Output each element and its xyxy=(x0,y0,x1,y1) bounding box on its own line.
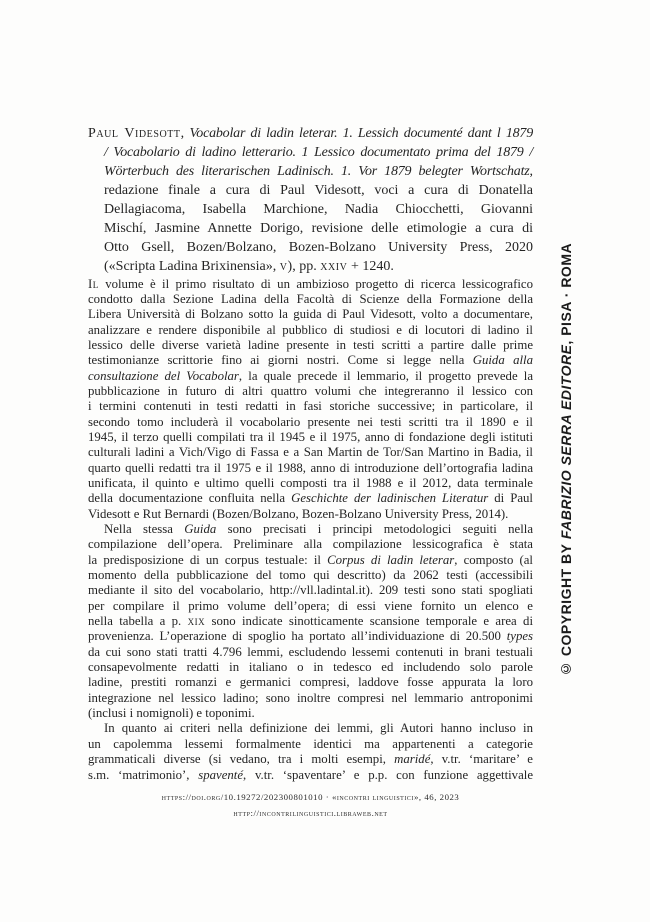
text-run: sono indicate sinotticamente scansione temporale e area di xyxy=(205,614,533,629)
text-run: ), pp. xyxy=(287,259,321,274)
text-run: consapevolmente redatti in italiano o in tedesco ed includendo solo parole xyxy=(88,660,533,675)
text-run: + 1240. xyxy=(347,259,394,274)
italic-text: Guida alla xyxy=(472,353,533,368)
text-line xyxy=(88,277,533,292)
italic-text: Corpus di ladin leterar xyxy=(327,552,455,567)
text-run: Libera Università di Bolzano sotto la guida di Paul Videsott, volto a documentare, xyxy=(88,307,533,322)
text-run: culturali ladini a Vich/Vigo di Fassa e a San Martin de Tor/San Martino in Badia, il xyxy=(88,445,533,460)
text-line xyxy=(88,445,533,460)
text-line xyxy=(88,614,533,629)
text-line xyxy=(88,353,533,368)
text-line xyxy=(88,568,533,583)
small-caps-text: Paul Videsott xyxy=(88,126,181,141)
copyright-publisher: FABRIZIO SERRA EDITORE xyxy=(558,344,574,540)
text-line xyxy=(88,369,533,384)
text-run: , xyxy=(529,164,533,179)
text-line xyxy=(104,162,533,181)
text-run: sono precisati i principi metodologici seguiti nella xyxy=(216,522,534,536)
text-run: («Scripta Ladina Brixinensia», xyxy=(104,259,280,274)
small-caps-text: v xyxy=(279,259,288,274)
review-body xyxy=(88,277,533,783)
copyright-prefix: © COPYRIGHT BY xyxy=(558,543,574,678)
text-run: grammaticali diverse (si vedano, tra i molti esempi, xyxy=(88,752,395,767)
italic-text: / Vocabolario di ladino letterario. 1 Lessico documentato prima del 1879 / xyxy=(104,145,533,160)
text-run: nella tabella a p. xyxy=(88,614,188,629)
text-line xyxy=(104,219,533,238)
text-line xyxy=(88,721,533,736)
text-line xyxy=(88,461,533,476)
text-run: , xyxy=(180,126,190,141)
text-run: provenienza. L’operazione di spoglio ha portato all’individuazione di 20.500 xyxy=(88,629,507,644)
text-line xyxy=(88,522,533,537)
text-run: , la quale precede il lemmario, il progetto prevede la xyxy=(238,368,534,383)
text-line xyxy=(88,384,533,399)
paragraph-3 xyxy=(88,721,533,782)
paragraph-2 xyxy=(88,522,533,721)
text-run: In quanto ai criteri nella definizione dei lemmi, gli Autori hanno incluso in xyxy=(104,721,533,736)
text-run: s.m. ‘matrimonio’, xyxy=(88,767,199,782)
text-run: (inclusi i nomignoli) e toponimi. xyxy=(88,706,255,721)
text-line xyxy=(88,675,533,690)
text-line xyxy=(88,399,533,414)
text-run: unificata, il quinto e ultimo quelli composti tra il 1988 e il 2012, data terminale xyxy=(88,475,533,490)
italic-text: Vocabolar di ladin leterar. 1. Lessich documenté dant l 1879 xyxy=(189,126,533,141)
text-run: volume è il primo risultato di un ambizioso progetto di ricerca lessicografico xyxy=(98,276,533,291)
text-run: compilazione dell’opera. Preliminare alla compilazione lessicografica è stata xyxy=(88,537,533,552)
text-line xyxy=(104,143,533,162)
text-line xyxy=(88,553,533,568)
text-run: un capolemma lessemi formalmente identici ma appartenenti a categorie xyxy=(88,736,533,751)
text-line xyxy=(104,238,533,257)
text-line xyxy=(88,645,533,660)
page-footer xyxy=(88,789,533,821)
text-line xyxy=(88,491,533,506)
text-run: mediante il sito del vocabolario, http://vll.ladintal.it). 209 testi sono stati spogliati xyxy=(88,583,533,598)
text-line xyxy=(88,706,533,721)
text-run: la predisposizione di un corpus testuale: il xyxy=(88,552,328,567)
text-run: Videsott e Rut Bernardi (Bozen/Bolzano, Bozen-Bolzano University Press, 2014). xyxy=(88,506,509,521)
text-line xyxy=(88,660,533,675)
text-run: pubblicazione in futuro di altri quattro volumi che integreranno il lessico con xyxy=(88,383,533,398)
text-line xyxy=(88,737,533,752)
text-line xyxy=(88,476,533,491)
text-run: i termini contenuti in testi redatti in fasi storiche successive; in particolare, il xyxy=(88,399,533,414)
text-run: integrazione nel lessico ladino; sono inoltre compresi nel lemmario antroponimi xyxy=(88,690,533,705)
small-caps-text: Il xyxy=(88,276,99,291)
text-line xyxy=(88,691,533,706)
small-caps-text: xxiv xyxy=(320,259,348,274)
text-run: , v.tr. ‘spaventare’ e p.p. con funzione aggettivale xyxy=(243,767,533,782)
footer-doi-line: https://doi.org/10.19272/202300801010 · «incontri linguistici», 46, 2023 xyxy=(161,792,460,802)
text-line xyxy=(88,507,533,522)
text-line xyxy=(104,181,533,200)
text-run: quarto quelli redatti tra il 1975 e il 1988, anno di introduzione dell’ortografia ladina xyxy=(88,460,533,475)
italic-text: consultazione del Vocabolar xyxy=(88,368,239,383)
italic-text: spaventé xyxy=(198,767,244,782)
bibliographic-entry xyxy=(88,124,533,276)
text-line xyxy=(88,292,533,307)
text-run: , composto (al xyxy=(454,552,533,567)
text-line xyxy=(88,599,533,614)
text-line xyxy=(104,257,533,276)
italic-text: Geschichte der ladinischen Literatur xyxy=(291,491,489,506)
italic-text: maridé xyxy=(394,752,431,767)
text-line xyxy=(88,338,533,353)
text-run: Dellagiacoma, Isabella Marchione, Nadia Chiocchetti, Giovanni xyxy=(104,202,533,217)
text-run: Otto Gsell, Bozen/Bolzano, Bozen-Bolzano University Press, 2020 xyxy=(104,240,533,255)
italic-text: Guida xyxy=(184,522,217,536)
italic-text: types xyxy=(506,629,533,644)
text-line xyxy=(88,323,533,338)
text-run: della documentazione confluita nella xyxy=(88,491,292,506)
text-line xyxy=(88,752,533,767)
text-run: redazione finale a cura di Paul Videsott, voci a cura di Donatella xyxy=(104,183,533,198)
text-line xyxy=(88,629,533,644)
text-run: secondo tomo includerà il vocabolario presente nei testi scritti tra il 1890 e il xyxy=(88,414,533,429)
text-line xyxy=(88,415,533,430)
text-run: Mischí, Jasmine Annette Dorigo, revisione delle etimologie a cura di xyxy=(104,221,533,236)
text-run: condotto dalla Sezione Ladina della Facoltà di Scienze della Formazione della xyxy=(88,291,533,306)
text-run: da cui sono stati tratti 4.796 lemmi, escludendo lessemi contenuti in brani testuali xyxy=(88,644,533,659)
text-run: 1945, il terzo quelli compilati tra il 1945 e il 1975, anno di fondazione degli istituti xyxy=(88,429,533,444)
text-run: Nella stessa xyxy=(104,522,185,536)
text-line xyxy=(88,537,533,552)
text-run: per compilare il primo volume dell’opera; di essi viene fornito un elenco e xyxy=(88,598,533,613)
text-run: di Paul xyxy=(488,491,533,506)
text-line xyxy=(88,583,533,598)
italic-text: Wörterbuch des literarischen Ladinisch. 1. Vor 1879 belegter Wortschatz xyxy=(104,164,530,179)
footer-url: http://incontrilinguistici.libraweb.net xyxy=(233,808,388,818)
copyright-notice xyxy=(557,238,575,682)
text-line xyxy=(88,307,533,322)
text-line xyxy=(88,430,533,445)
text-run: momento della pubblicazione del tomo qui descritto) da 2062 testi (accessibili xyxy=(88,568,533,583)
text-run: , v.tr. ‘maritare’ e xyxy=(430,752,533,767)
copyright-suffix: , PISA · ROMA xyxy=(558,242,574,345)
text-run: analizzare e rendere disponibile al pubblico di studiosi e di locutori di ladino il xyxy=(88,322,533,337)
small-caps-text: xix xyxy=(187,614,206,629)
text-line xyxy=(104,200,533,219)
text-run: testimonianze scrittorie fino ai giorni nostri. Come si legge nella xyxy=(88,353,473,368)
text-line xyxy=(88,768,533,783)
text-run: lessico delle diverse varietà ladine presente in testi scritti a partire dalle prime xyxy=(88,337,533,352)
paragraph-1 xyxy=(88,277,533,523)
text-run: ladine, prestiti romanzi e germanici compresi, laddove fosse appurata la loro xyxy=(88,675,533,690)
text-line xyxy=(88,124,533,143)
